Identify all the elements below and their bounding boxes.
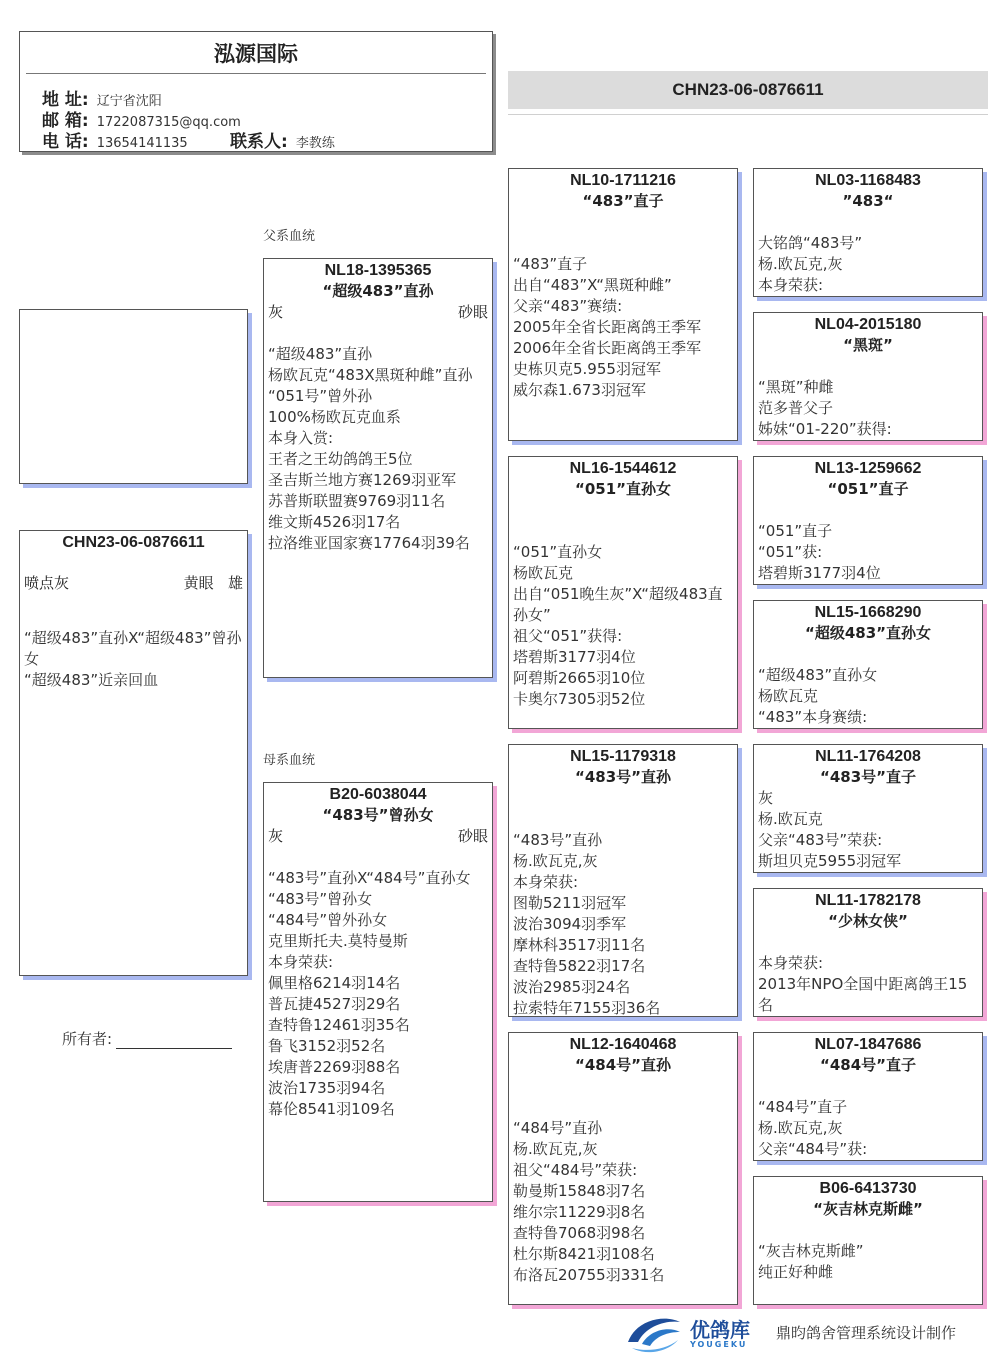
note-line: 杜尔斯8421羽108名 [513,1245,655,1263]
note-line: 鲁飞3152羽52名 [268,1037,386,1055]
note-line: 出自“051晚生灰”X“超级483直孙女” [513,585,723,624]
note-line: 拉洛维亚国家赛17764羽39名 [268,534,470,552]
ss-name: “483”直子 [582,192,664,210]
note-line: “051”获: [758,543,823,561]
contact-row [230,127,335,152]
ddd-name: “灰吉林克斯雌” [813,1200,923,1218]
note-line: 本身荣获: [758,276,824,294]
dss-ring: NL11-1764208 [815,748,921,765]
subject-notes [20,628,247,691]
top-ring-id: CHN23-06-0876611 [508,71,988,109]
note-line: 杨.欧瓦克,灰 [513,852,598,870]
ds-name: “483号”直孙 [574,768,672,786]
note-line: 查特鲁5822羽17名 [513,957,646,975]
note-line: 圣吉斯兰地方赛1269羽亚军 [268,471,457,489]
sd-notes [509,542,737,710]
ds-ring: NL15-1179318 [570,748,676,765]
ss-ring: NL10-1711216 [570,172,676,189]
dam-eye: 砂眼 [457,827,488,845]
dd-card [508,1032,738,1305]
note-line: “黑斑”种雌 [758,378,834,396]
note-line: 2013年NPO全国中距离鸽王15名 [758,975,968,1014]
note-line: 克里斯托夫.莫特曼斯 [268,932,408,950]
note-line: 父亲“483号”荣获: [758,831,883,849]
note-line: 杨欧瓦克“483X黑斑种雌”直孙 [268,366,473,384]
dam-attrs [264,826,492,847]
note-line: 卡奥尔7305羽52位 [513,690,646,708]
email-value: 1722087315@qq.com [96,115,241,130]
note-line: 杨.欧瓦克,灰 [758,255,843,273]
note-line: 本身入赏: [268,429,334,447]
system-credit: 鼎昀鸽舍管理系统设计制作 [776,1324,957,1342]
contact-value: 李教练 [295,136,335,151]
ss-notes [509,254,737,401]
dss-card [753,744,983,873]
sd-name: “051”直孙女 [574,480,672,498]
note-line: 勒曼斯15848羽7名 [513,1182,646,1200]
note-line: 杨.欧瓦克 [758,810,823,828]
note-line: 本身荣获: [513,873,579,891]
note-line: 姊妹“01-220”获得: [758,420,892,438]
loft-title: 泓源国际 [214,42,298,66]
note-line: 王者之王幼鸽鸽王5位 [268,450,413,468]
sire-eye: 砂眼 [457,303,488,321]
note-line: “483号”直孙 [513,831,603,849]
note-line: 塔碧斯3177羽4位 [513,648,636,666]
subject-attrs [20,573,247,594]
dds-card [753,1032,983,1161]
note-line: “483号”直孙X“484号”直孙女 [268,869,471,887]
note-line: 出自“483”X“黑斑种雌” [513,276,672,294]
dss-notes [754,788,982,872]
sire-section-label: 父系血统 [263,229,316,244]
note-line: 本身荣获: [758,954,824,972]
note-line: “超级483”近亲回血 [24,671,159,689]
dsd-card [753,888,983,1017]
note-line: “051号”曾外孙 [268,387,373,405]
note-line: 祖父“051”获得: [513,627,623,645]
sire-color: 灰 [268,303,284,321]
note-line: 佩里格6214羽14名 [268,974,401,992]
dam-name: “483号”曾孙女 [322,806,434,824]
note-line: 波治3094羽季军 [513,915,627,933]
ssd-notes [754,377,982,440]
ds-card [508,744,738,1017]
sss-notes [754,233,982,296]
address-value: 辽宁省沈阳 [96,94,162,109]
note-line: 父亲“484号”获: [758,1140,868,1158]
sds-notes [754,521,982,584]
note-line: 拉索特年7155羽36名 [513,999,661,1017]
note-line: 图勒5211羽冠军 [513,894,627,912]
note-line: 父亲“483”赛绩: [513,297,623,315]
note-line: 摩林科3517羽11名 [513,936,646,954]
note-line: 杨.欧瓦克,灰 [758,1119,843,1137]
contact-label: 联系人: [230,132,288,152]
dam-ring: B20-6038044 [329,786,427,803]
note-line: 塔碧斯3177羽4位 [758,564,881,582]
brand-name-en: YOUGEKU [690,1340,748,1349]
note-line: 2005年全省长距离鸽王季军 [513,318,702,336]
ss-card [508,168,738,441]
note-line: 斯坦贝克5955羽冠军 [758,852,902,870]
sd-ring: NL16-1544612 [569,460,677,477]
note-line: “484号”直子 [758,1098,848,1116]
note-line: 查特鲁7068羽98名 [513,1224,646,1242]
ddd-notes [754,1241,982,1283]
subject-sex: 雄 [227,574,243,592]
sdd-name: “超级483”直孙女 [804,624,932,642]
note-line: 幕伦8541羽109名 [268,1100,395,1118]
dsd-name: “少林女侠” [828,912,908,930]
ddd-ring: B06-6413730 [819,1180,917,1197]
note-line: “超级483”直孙X“超级483”曾孙女 [24,629,242,668]
sire-card [263,258,493,678]
ds-notes [509,830,737,1017]
footer [622,1312,992,1354]
dd-notes [509,1118,737,1286]
note-line: “超级483”直孙 [268,345,373,363]
sdd-notes [754,665,982,728]
note-line: 埃唐普2269羽88名 [268,1058,401,1076]
header-divider [26,73,486,74]
ssd-name: “黑斑” [843,336,893,354]
subject-color: 喷点灰 [24,574,70,592]
sdd-card [753,600,983,729]
address-label: 地 址: [42,90,89,110]
phone-row [42,127,188,152]
note-line: 苏普斯联盟赛9769羽11名 [268,492,446,510]
ddd-card [753,1176,983,1305]
sss-name: ”483“ [842,192,894,210]
note-line: “051”直孙女 [513,543,603,561]
note-line: 维尔宗11229羽8名 [513,1203,646,1221]
sss-card [753,168,983,297]
subject-ring: CHN23-06-0876611 [62,534,205,551]
note-line: 100%杨欧瓦克血系 [268,408,401,426]
sire-name: “超级483”直孙 [322,282,434,300]
note-line: 大铭鸽“483号” [758,234,863,252]
note-line: 杨欧瓦克 [758,687,819,705]
phone-value: 13654141135 [96,136,188,151]
note-line: 维文斯4526羽17名 [268,513,401,531]
sds-card [753,456,983,585]
owner-field [62,1028,232,1049]
sds-ring: NL13-1259662 [814,460,922,477]
sire-notes [264,344,492,554]
phone-label: 电 话: [42,132,89,152]
dsd-notes [754,953,982,1016]
note-line: 杨.欧瓦克,灰 [513,1140,598,1158]
email-label: 邮 箱: [42,111,89,131]
dam-color: 灰 [268,827,284,845]
sss-ring: NL03-1168483 [815,172,921,189]
note-line: 纯正好种雌 [758,1263,834,1281]
top-divider [508,114,988,115]
sire-attrs [264,302,492,323]
note-line: “483”直子 [513,255,588,273]
note-line: 波治1735羽94名 [268,1079,386,1097]
dd-name: “484号”直孙 [574,1056,672,1074]
dam-section-label: 母系血统 [263,753,316,768]
note-line: 本身荣获: [268,953,334,971]
owner-blank-line [116,1034,232,1049]
loft-header [19,31,493,152]
owner-label: 所有者: [62,1030,113,1048]
dds-name: “484号”直子 [819,1056,917,1074]
note-line: “483”本身赛绩: [758,708,868,726]
dss-name: “483号”直子 [819,768,917,786]
dds-notes [754,1097,982,1160]
sire-ring: NL18-1395365 [324,262,432,279]
note-line: 灰 [758,789,774,807]
note-line: 范多普父子 [758,399,834,417]
sds-name: “051”直子 [827,480,909,498]
dd-ring: NL12-1640468 [569,1036,677,1053]
dam-card [263,782,493,1202]
note-line: “483号”曾孙女 [268,890,373,908]
note-line: 查特鲁12461羽35名 [268,1016,410,1034]
dam-notes [264,868,492,1120]
note-line: “051”直子 [758,522,833,540]
note-line: 阿碧斯2665羽10位 [513,669,646,687]
note-line: 威尔森1.673羽冠军 [513,381,646,399]
subject-eye: 黄眼 [183,574,214,592]
dsd-ring: NL11-1782178 [815,892,921,909]
pigeon-photo [19,309,248,484]
note-line: “超级483”直孙女 [758,666,878,684]
note-line: “484号”曾外孙女 [268,911,388,929]
ssd-ring: NL04-2015180 [814,316,922,333]
note-line: 普瓦捷4527羽29名 [268,995,401,1013]
dds-ring: NL07-1847686 [814,1036,922,1053]
brand-logo-icon [622,1312,686,1354]
note-line: 杨欧瓦克 [513,564,574,582]
note-line: 祖父“484号”荣获: [513,1161,638,1179]
note-line: “484号”直孙 [513,1119,603,1137]
brand-name: 优鸽库 [690,1318,750,1342]
sd-card [508,456,738,729]
note-line: 史栋贝克5.955羽冠军 [513,360,661,378]
sdd-ring: NL15-1668290 [814,604,922,621]
note-line: “灰吉林克斯雌” [758,1242,864,1260]
note-line: 波治2985羽24名 [513,978,631,996]
note-line: 布洛瓦20755羽331名 [513,1266,665,1284]
note-line: 2006年全省长距离鸽王季军 [513,339,702,357]
ssd-card [753,312,983,441]
subject-card [19,530,248,976]
